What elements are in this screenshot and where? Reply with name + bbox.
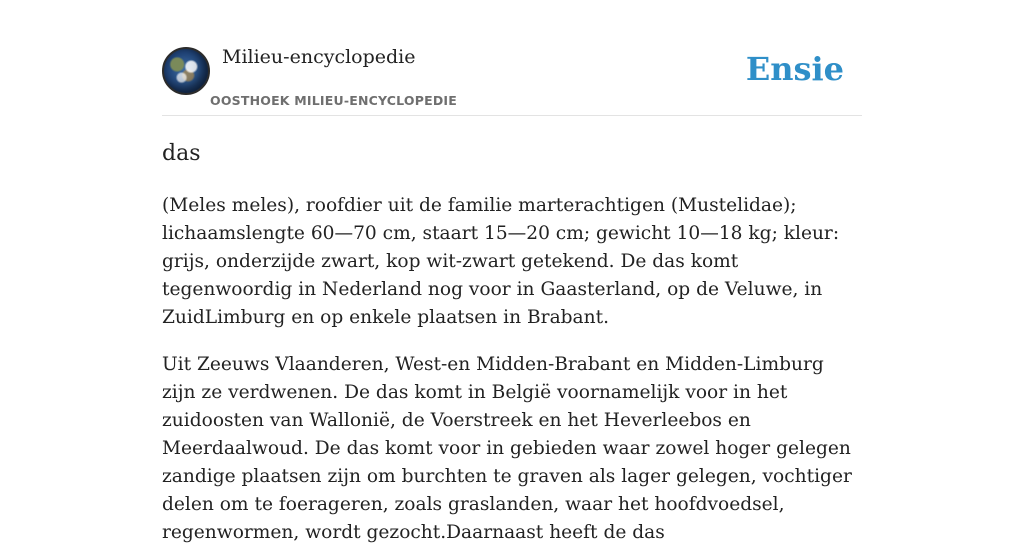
encyclopedia-subtitle[interactable]: OOSTHOEK MILIEU-ENCYCLOPEDIE bbox=[210, 93, 457, 108]
site-header bbox=[162, 40, 862, 116]
earth-globe-icon[interactable] bbox=[162, 47, 210, 95]
ensie-logo-link[interactable]: Ensie bbox=[745, 50, 844, 88]
article-paragraph: (Meles meles), roofdier uit de familie marterachtigen (Mustelidae); lichaamslengte 60—70 cm, staart 15—20 cm; gewicht 10—18 kg; kleur: grijs, onderzijde zwart, kop wit-zwart getekend. De das komt tegenwoordig in Nederland nog voor in Gaasterland, op de Veluwe, in ZuidLimburg en op enkele plaatsen in Brabant. bbox=[162, 195, 840, 328]
article-title: das bbox=[162, 141, 201, 166]
site-name-link[interactable]: Milieu-encyclopedie bbox=[222, 46, 416, 68]
article-paragraph: Uit Zeeuws Vlaanderen, West-en Midden-Brabant en Midden-Limburg zijn ze verdwenen. De das komt in België voornamelijk voor in het zuidoosten van Wallonië, de Voerstreek en het Heverleebos en Meerdaalwoud. De das komt voor in gebieden waar zowel hoger gelegen zandige plaatsen zijn om burchten te graven als lager gelegen, vochtiger delen om te foerageren, zoals graslanden, waar het hoofdvoedsel, regenwormen, wordt gezocht.Daarnaast heeft de das bbox=[162, 354, 852, 543]
article bbox=[162, 138, 862, 547]
